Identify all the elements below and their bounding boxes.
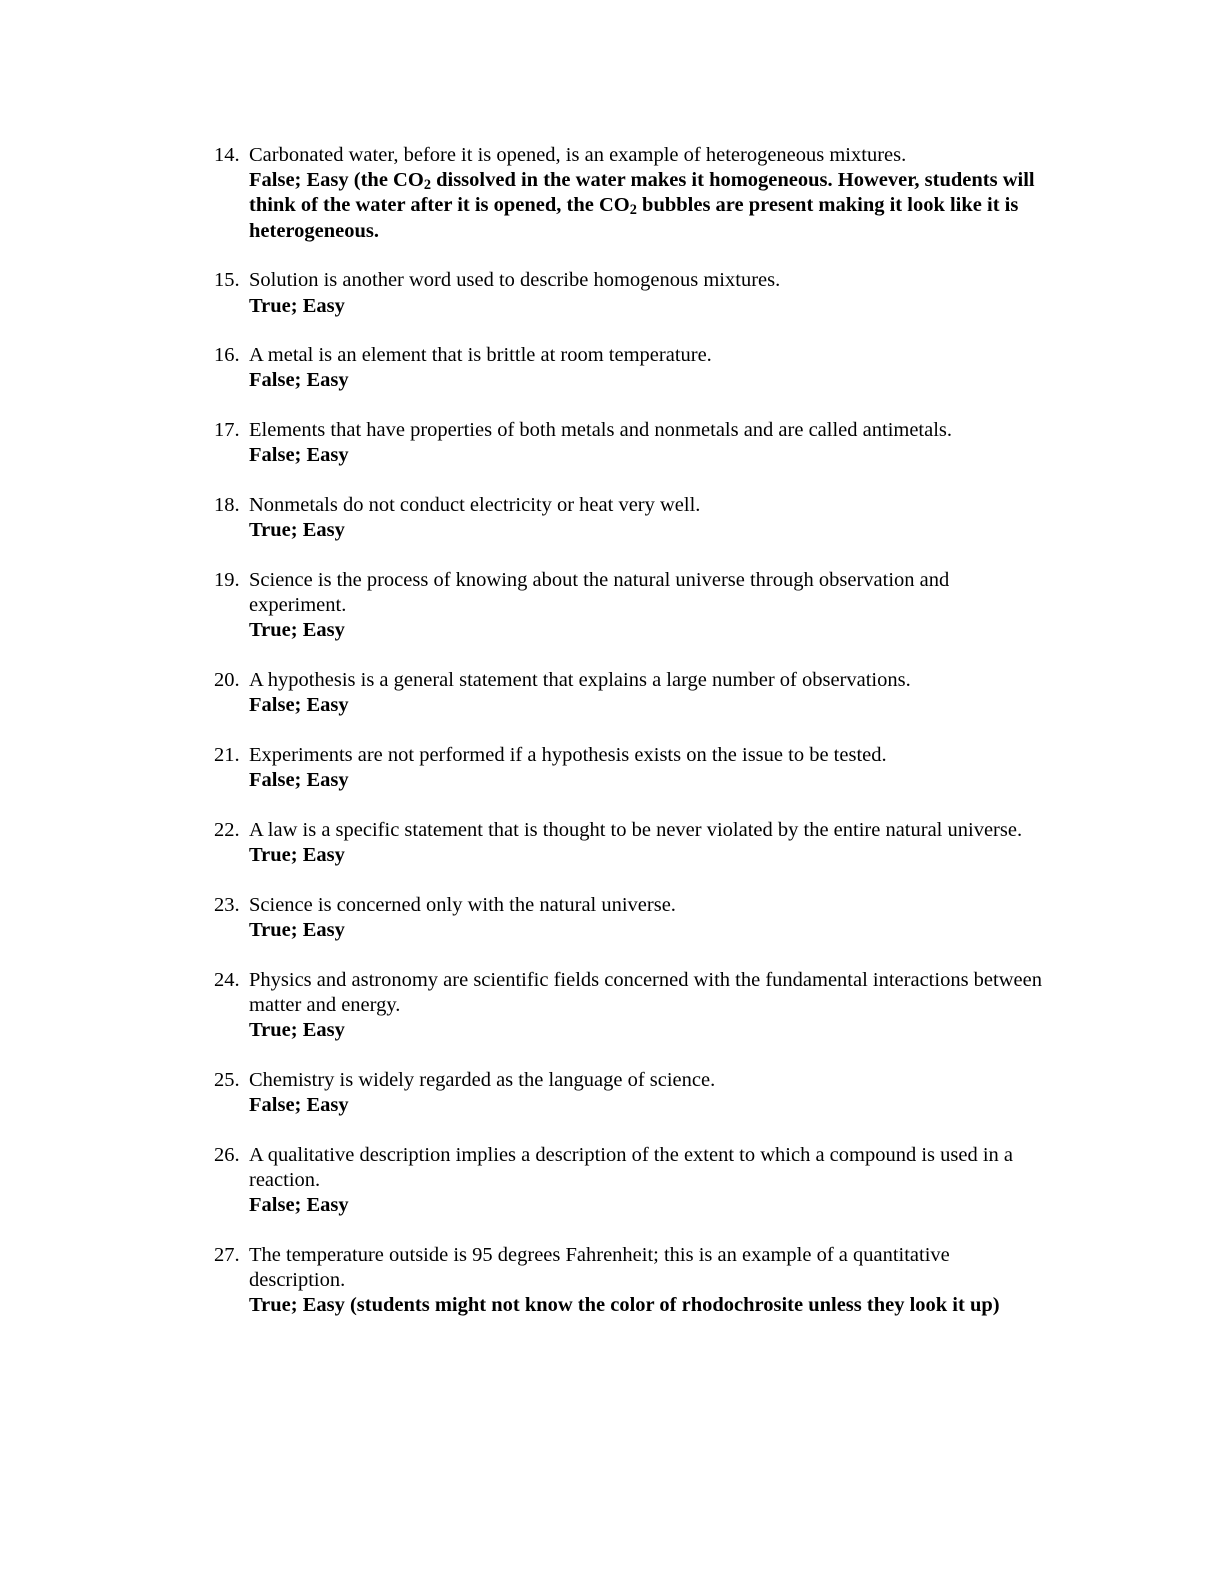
question-item-26 bbox=[214, 1143, 1044, 1219]
answer-text: False; Easy bbox=[249, 1093, 349, 1116]
question-item-27 bbox=[214, 1243, 1044, 1319]
answer-text: True; Easy bbox=[249, 519, 345, 542]
question-number: 25. bbox=[214, 1068, 240, 1091]
question-number: 24. bbox=[214, 968, 240, 991]
question-item-25 bbox=[214, 1068, 1044, 1118]
answer-text: True; Easy bbox=[249, 294, 345, 317]
question-item-24 bbox=[214, 968, 1044, 1044]
question-text: Nonmetals do not conduct electricity or heat very well. bbox=[249, 494, 701, 517]
subscript-2: 2 bbox=[423, 177, 431, 194]
question-item-23 bbox=[214, 893, 1044, 943]
answer-text: False; Easy bbox=[249, 444, 349, 467]
question-item-20 bbox=[214, 668, 1044, 718]
answer-text: False; Easy bbox=[249, 694, 349, 717]
answer-text-part: False; Easy (the CO bbox=[249, 169, 424, 192]
question-text: A law is a specific statement that is thought to be never violated by the entire natural universe. bbox=[249, 818, 1023, 841]
question-item-19 bbox=[214, 568, 1044, 644]
question-text: Science is the process of knowing about the natural universe through observation and experiment. bbox=[249, 568, 950, 617]
answer-text: False; Easy bbox=[249, 769, 349, 792]
answer-text bbox=[249, 168, 1044, 244]
question-number: 19. bbox=[214, 568, 240, 591]
question-item-18 bbox=[214, 493, 1044, 543]
question-number: 23. bbox=[214, 893, 240, 916]
question-number: 20. bbox=[214, 669, 240, 692]
question-text: Chemistry is widely regarded as the language of science. bbox=[249, 1068, 716, 1091]
question-text: A hypothesis is a general statement that explains a large number of observations. bbox=[249, 669, 911, 692]
question-text: Solution is another word used to describe homogenous mixtures. bbox=[249, 269, 781, 292]
question-text: Experiments are not performed if a hypothesis exists on the issue to be tested. bbox=[249, 743, 887, 766]
answer-text-part: bubbles are present making it look like it is heterogeneous. bbox=[249, 194, 1019, 242]
question-number: 21. bbox=[214, 743, 240, 766]
question-text: Carbonated water, before it is opened, is an example of heterogeneous mixtures. bbox=[249, 144, 907, 166]
question-number: 18. bbox=[214, 494, 240, 517]
question-number: 26. bbox=[214, 1143, 240, 1166]
question-number: 16. bbox=[214, 344, 240, 367]
question-item-17 bbox=[214, 418, 1044, 468]
answer-text: True; Easy bbox=[249, 844, 345, 867]
question-number: 14. bbox=[214, 144, 240, 166]
question-text: Elements that have properties of both metals and nonmetals and are called antimetals. bbox=[249, 419, 953, 442]
question-list bbox=[214, 143, 1044, 1343]
question-item-14 bbox=[214, 143, 1044, 244]
question-item-21 bbox=[214, 743, 1044, 793]
answer-text-part: dissolved in the water makes it homogeneous. However, students will think of the water after it is opened, the CO bbox=[249, 169, 1035, 217]
question-text: Science is concerned only with the natural universe. bbox=[249, 893, 676, 916]
question-text: The temperature outside is 95 degrees Fahrenheit; this is an example of a quantitative description. bbox=[249, 1243, 950, 1291]
question-number: 27. bbox=[214, 1243, 240, 1266]
answer-text: False; Easy bbox=[249, 1194, 349, 1217]
answer-text: True; Easy bbox=[249, 918, 345, 941]
answer-text: True; Easy bbox=[249, 619, 345, 642]
answer-text: False; Easy bbox=[249, 369, 349, 392]
answer-text: True; Easy (students might not know the color of rhodochrosite unless they look it up) bbox=[249, 1294, 1000, 1317]
subscript-2: 2 bbox=[629, 202, 637, 219]
question-text: Physics and astronomy are scientific fields concerned with the fundamental interactions between matter and energy. bbox=[249, 968, 1042, 1016]
answer-text: True; Easy bbox=[249, 1019, 345, 1042]
question-item-22 bbox=[214, 818, 1044, 868]
question-number: 17. bbox=[214, 419, 240, 442]
question-number: 22. bbox=[214, 818, 240, 841]
question-item-15 bbox=[214, 268, 1044, 318]
question-number: 15. bbox=[214, 269, 240, 292]
question-text: A metal is an element that is brittle at room temperature. bbox=[249, 344, 712, 367]
question-item-16 bbox=[214, 343, 1044, 393]
question-text: A qualitative description implies a description of the extent to which a compound is used in a reaction. bbox=[249, 1143, 1014, 1191]
